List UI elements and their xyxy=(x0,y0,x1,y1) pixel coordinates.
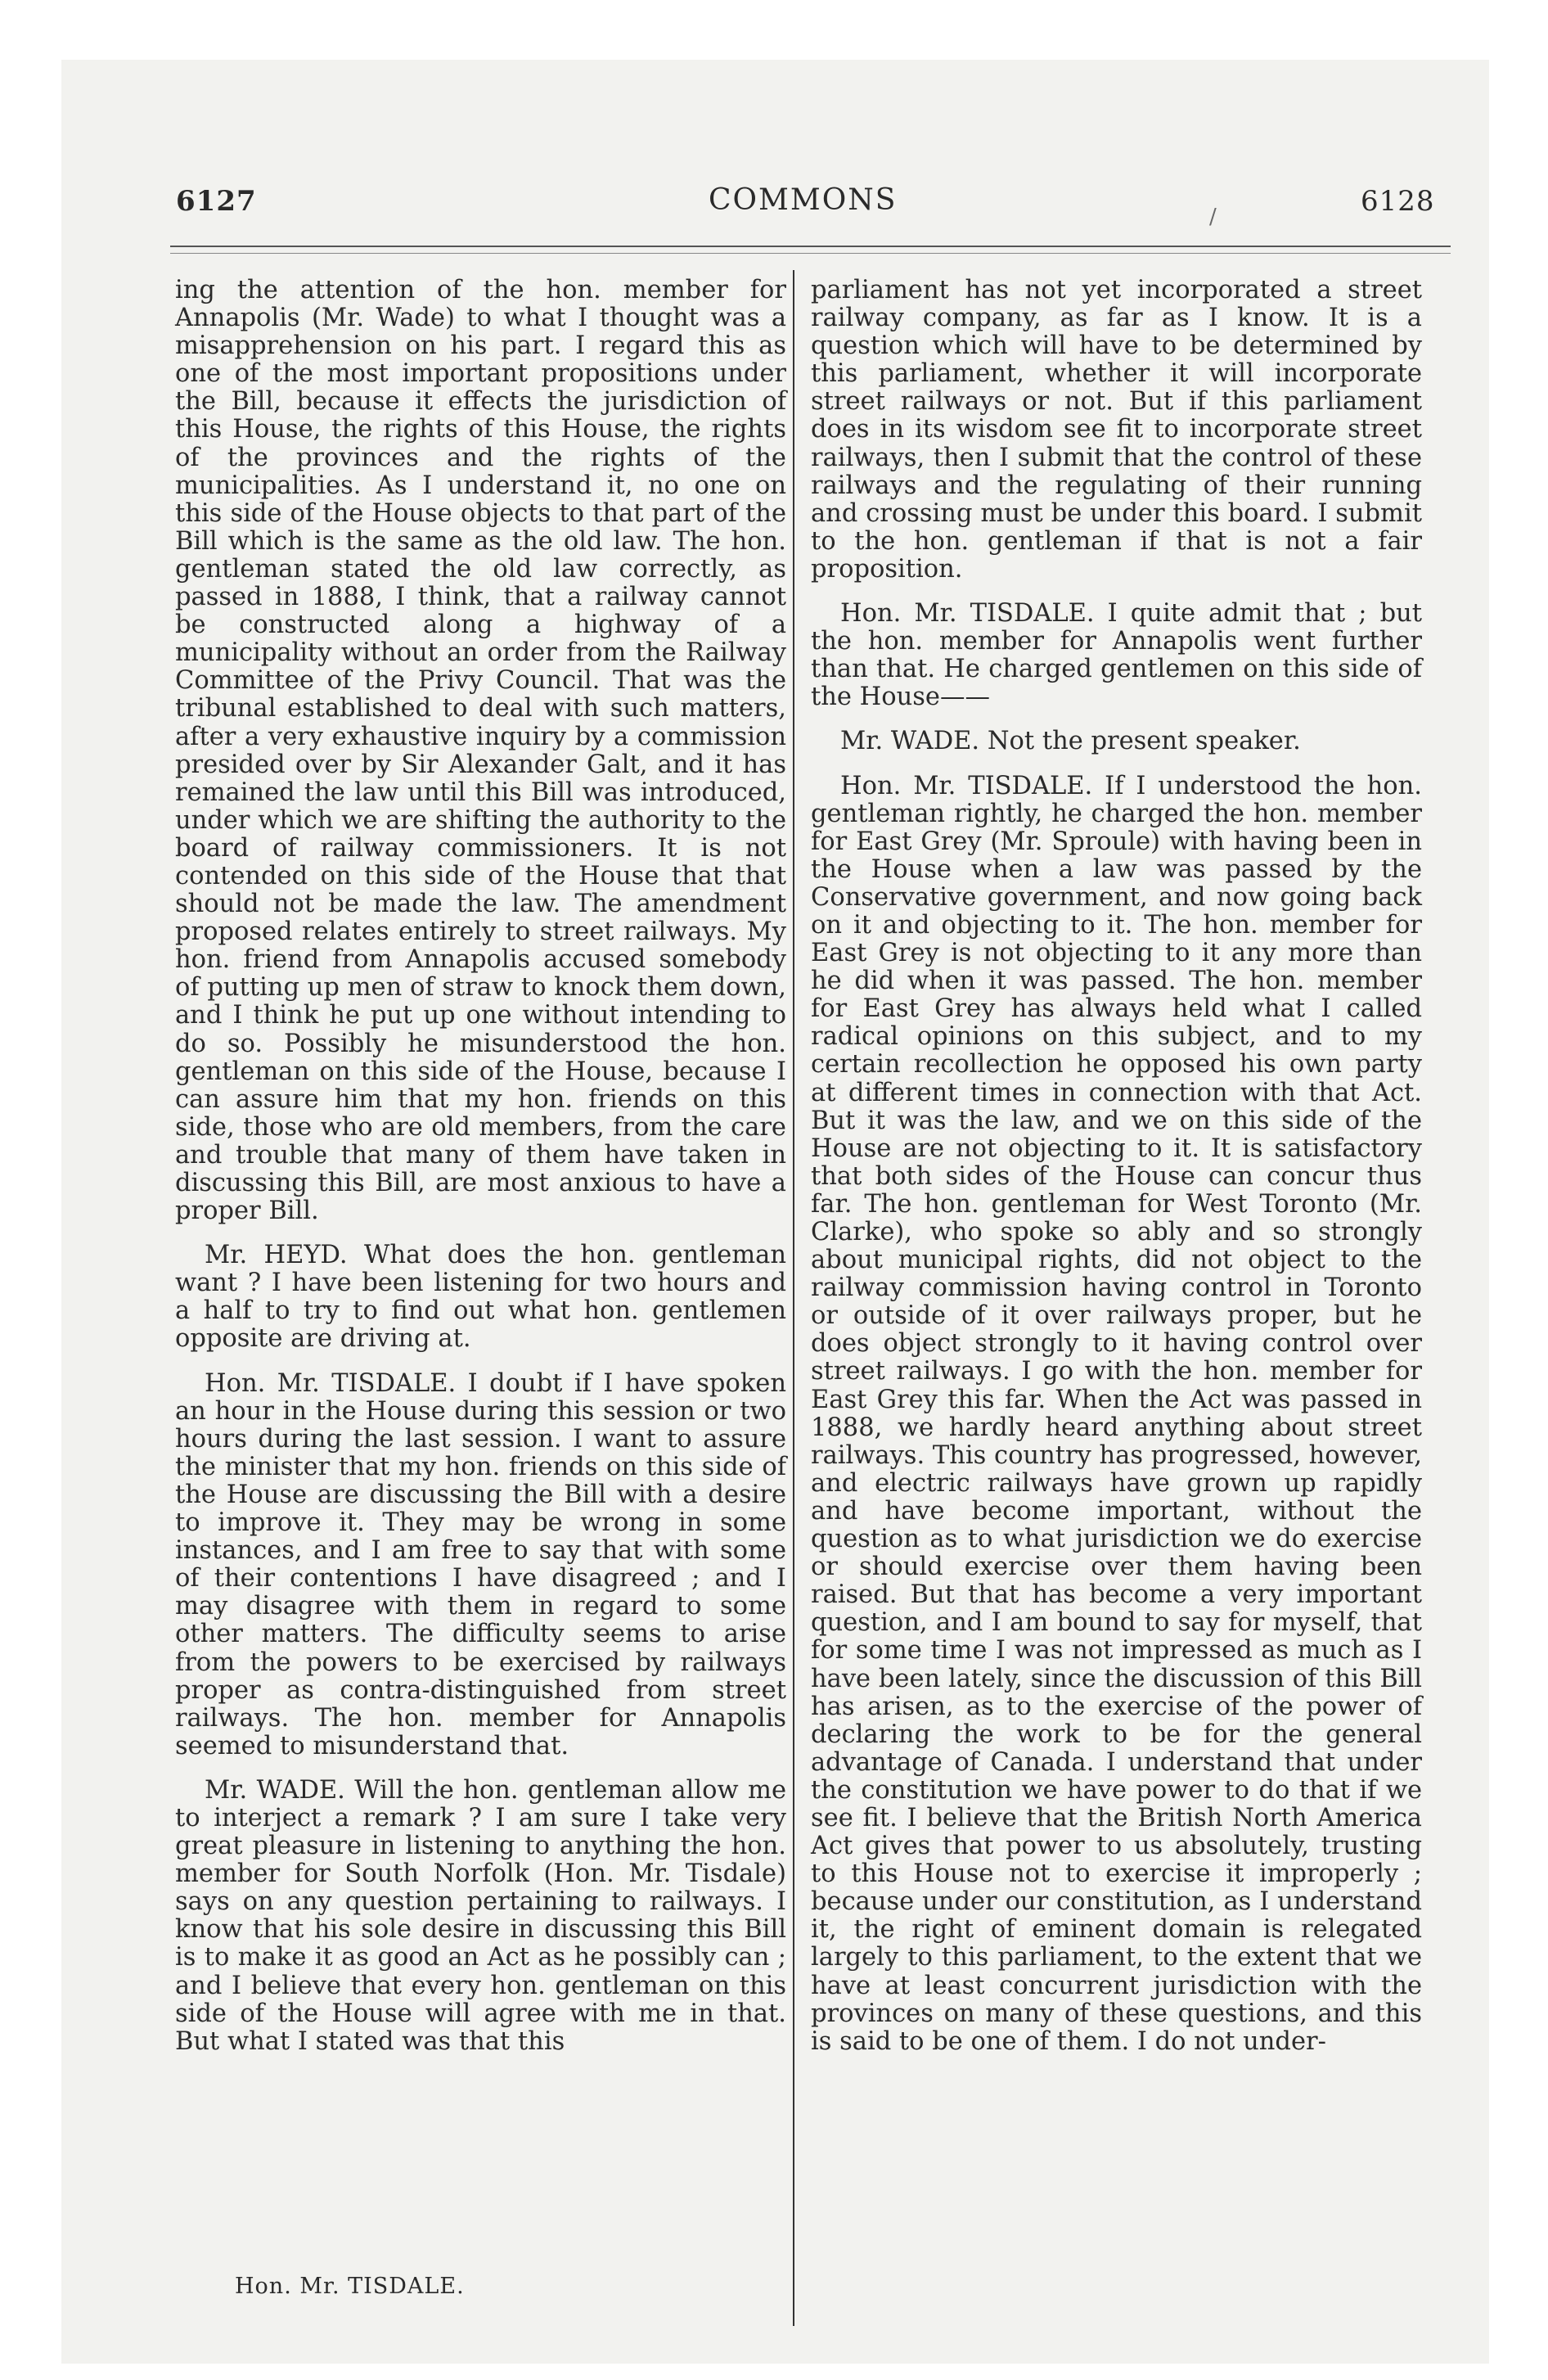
paragraph: Mr. WADE. Will the hon. gentleman allow me to interject a remark ? I am sure I take very great pleasure in listening to anything the hon. member for South Norfolk (Hon. Mr. Tisdale) says on any question pertaining to railways. I know that his sole desire in discussing this Bill is to make it as good an Act as he possibly can ; and I believe that every hon. gentleman on this side of the House will agree with me in that. But what I stated was that this xyxy=(175,1775,786,2056)
running-head: COMMONS xyxy=(709,183,898,217)
page-number-left: 6127 xyxy=(176,185,257,218)
left-column xyxy=(175,277,786,2072)
stray-mark: / xyxy=(1209,205,1217,229)
page-header xyxy=(0,0,1548,246)
paragraph: Hon. Mr. TISDALE. I quite admit that ; but the hon. member for Annapolis went further than that. He charged gentlemen on this side of the House—— xyxy=(811,599,1422,712)
paragraph: Hon. Mr. TISDALE. I doubt if I have spoken an hour in the House during this session or two hours during the last session. I want to assure the minister that my hon. friends on this side of the House are discussing the Bill with a desire to improve it. They may be wrong in some instances, and I am free to say that with some of their contentions I have disagreed ; and I may disagree with them in regard to some other matters. The difficulty seems to arise from the powers to be exercised by railways proper as contra-distinguished from street railways. The hon. member for Annapolis seemed to misunderstand that. xyxy=(175,1368,786,1760)
header-rule-bottom xyxy=(170,253,1451,254)
catchword: Hon. Mr. TISDALE. xyxy=(235,2274,465,2299)
paragraph: ing the attention of the hon. member for Annapolis (Mr. Wade) to what I thought was a misapprehension on his part. I regard this as one of the most important propositions under the Bill, because it effects the jurisdiction of this House, the rights of this House, the rights of the provinces and the rights of the municipalities. As I understand it, no one on this side of the House objects to that part of the Bill which is the same as the old law. The hon. gentleman stated the old law correctly, as passed in 1888, I think, that a railway cannot be constructed along a highway of a municipality without an order from the Railway Committee of the Privy Council. That was the tribunal established to deal with such matters, after a very exhaustive inquiry by a commission presided over by Sir Alexander Galt, and it has remained the law until this Bill was introduced, under which we are shifting the authority to the board of railway commissioners. It is not contended on this side of the House that that should not be made the law. The amendment proposed relates entirely to street railways. My hon. friend from Annapolis accused somebody of putting up men of straw to knock them down, and I think he put up one without intending to do so. Possibly he misunderstood the hon. gentleman on this side of the House, because I can assure him that my hon. friends on this side, those who are old members, from the care and trouble that many of them have taken in discussing this Bill, are most anxious to have a proper Bill. xyxy=(175,276,786,1226)
page-number-right: 6128 xyxy=(1361,185,1435,218)
column-divider xyxy=(793,270,794,2326)
paragraph: Mr. HEYD. What does the hon. gentleman want ? I have been listening for two hours and a half to try to find out what hon. gentlemen opposite are driving at. xyxy=(175,1241,786,1354)
right-column xyxy=(811,277,1422,2072)
paragraph: Hon. Mr. TISDALE. If I understood the hon. gentleman rightly, he charged the hon. member for East Grey (Mr. Sproule) with having been in the House when a law was passed by the Conservative government, and now going back on it and objecting to it. The hon. member for East Grey is not objecting to it any more than he did when it was passed. The hon. member for East Grey has always held what I called radical opinions on this subject, and to my certain recollection he opposed his own party at different times in connection with that Act. But it was the law, and we on this side of the House are not objecting to it. It is satisfactory that both sides of the House can concur thus far. The hon. gentleman for West Toronto (Mr. Clarke), who spoke so ably and so strongly about municipal rights, did not object to the railway commission having control in Toronto or outside of it over railways proper, but he does object strongly to it having control over street railways. I go with the hon. member for East Grey this far. When the Act was passed in 1888, we hardly heard anything about street railways. This country has progressed, however, and electric railways have grown up rapidly and have become important, without the question as to what jurisdiction we do exercise or should exercise over them having been raised. But that has become a very important question, and I am bound to say for myself, that for some time I was not impressed as much as I have been lately, since the discussion of this Bill has arisen, as to the exercise of the power of declaring the work to be for the general advantage of Canada. I understand that under the constitution we have power to do that if we see fit. I believe that the British North America Act gives that power to us absolutely, trusting to this House not to exercise it improperly ; because under our constitution, as I understand it, the right of eminent domain is relegated largely to this parliament, to the extent that we have at least concurrent jurisdiction with the provinces on many of these questions, and this is said to be one of them. I do not under- xyxy=(811,771,1422,2056)
paragraph: Mr. WADE. Not the present speaker. xyxy=(840,727,1301,756)
header-rule-top xyxy=(170,246,1451,247)
paragraph: parliament has not yet incorporated a street railway company, as far as I know. It is a question which will have to be determined by this parliament, whether it will incorporate street railways or not. But if this parliament does in its wisdom see fit to incorporate street railways, then I submit that the control of these railways and the regulating of their running and crossing must be under this board. I submit to the hon. gentleman if that is not a fair proposition. xyxy=(811,276,1422,584)
